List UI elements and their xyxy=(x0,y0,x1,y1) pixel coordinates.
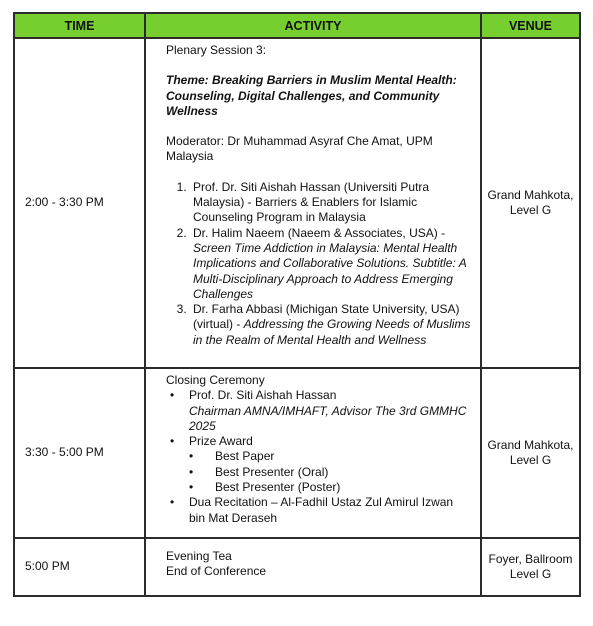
award-item: • Best Presenter (Oral) xyxy=(189,465,472,480)
closing-speaker-role: Chairman AMNA/IMHAFT, Advisor The 3rd GMMHC 2025 xyxy=(189,403,467,433)
schedule-row-plenary xyxy=(14,38,580,368)
speaker-topic: Barriers & Enablers for Islamic Counseling Program in Malaysia xyxy=(193,195,418,225)
speaker-name: Dr. Farha Abbasi (Michigan State University, USA) (virtual) - xyxy=(193,302,460,332)
speaker-item xyxy=(190,226,472,302)
speaker-list xyxy=(166,180,472,348)
award-item: • Best Paper xyxy=(189,449,472,464)
award-list xyxy=(189,449,472,495)
closing-list xyxy=(166,388,472,526)
activity-cell xyxy=(145,38,481,368)
closing-speaker-name: • Prof. Dr. Siti Aishah Hassan xyxy=(189,388,337,403)
moderator: Moderator: Dr Muhammad Asyraf Che Amat, UPM Malaysia xyxy=(166,134,433,164)
schedule-table xyxy=(13,12,581,597)
dua-recitation: Dua Recitation – Al-Fadhil Ustaz Zul Amirul Izwan bin Mat Deraseh xyxy=(189,495,454,525)
header-row xyxy=(14,13,580,38)
closing-title: Closing Ceremony xyxy=(166,373,265,387)
prize-award-label: • Prize Award xyxy=(189,434,253,449)
speaker-topic: Screen Time Addiction in Malaysia: Mental Health Implications and Collaborative Solutions. Subtitle: A Multi-Disciplinary Approach to Address Emerging Challenges xyxy=(193,240,467,301)
closing-item xyxy=(166,434,472,495)
closing-item xyxy=(166,388,472,434)
speaker-topic: Addressing the Growing Needs of Muslims in the Realm of Mental Health and Wellness xyxy=(193,317,471,347)
time-cell: 2:00 - 3:30 PM xyxy=(14,38,145,368)
activity-header: ACTIVITY xyxy=(145,13,481,38)
session-title: Plenary Session 3: xyxy=(166,43,267,57)
speaker-item xyxy=(190,180,472,226)
session-theme: Theme: Breaking Barriers in Muslim Mental Health: Counseling, Digital Challenges, and Community Wellness xyxy=(166,73,457,118)
closing-item xyxy=(166,495,472,526)
schedule-row-end xyxy=(14,538,580,596)
time-cell: 5:00 PM xyxy=(14,538,145,596)
speaker-item xyxy=(190,302,472,348)
award-item: • Best Presenter (Poster) xyxy=(189,480,472,495)
venue-cell: Grand Mahkota, Level G xyxy=(481,368,580,538)
end-of-conference: End of Conference xyxy=(166,564,267,578)
activity-cell xyxy=(145,368,481,538)
speaker-name: Dr. Halim Naeem (Naeem & Associates, USA) - xyxy=(193,225,446,240)
speaker-name: Prof. Dr. Siti Aishah Hassan (Universiti Putra Malaysia) - xyxy=(193,179,430,210)
time-header: TIME xyxy=(14,13,145,38)
activity-cell xyxy=(145,538,481,596)
evening-tea: Evening Tea xyxy=(166,548,232,563)
schedule-row-closing xyxy=(14,368,580,538)
time-cell: 3:30 - 5:00 PM xyxy=(14,368,145,538)
venue-cell: Foyer, Ballroom Level G xyxy=(481,538,580,596)
venue-cell: Grand Mahkota, Level G xyxy=(481,38,580,368)
venue-header: VENUE xyxy=(481,13,580,38)
